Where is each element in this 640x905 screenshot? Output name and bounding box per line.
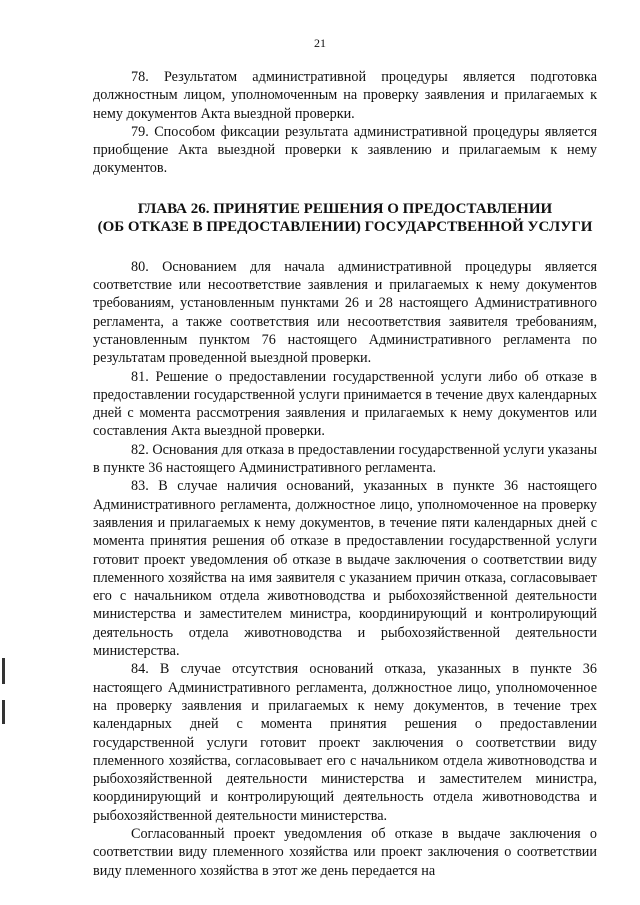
binder-mark: [2, 658, 5, 684]
chapter-title: [93, 200, 597, 236]
paragraph-83: 83. В случае наличия оснований, указанных в пункте 36 настоящего Административного регламента, должностное лицо, уполномоченное на проверку заявления и прилагаемых к нему документов, в течение пяти календарных дней с момента принятия решения об отказе в предоставлении государственной услуги готовит проект уведомления об отказе в выдаче заключения о соответствии виду племенного хозяйства на имя заявителя с указанием причин отказа, согласовывает его с начальником отдела животноводства и рыбохозяйственной деятельности министерства и заместителем министра, координирующий и контролирующий деятельность отдела животноводства и рыбохозяйственной деятельности министерства.: [93, 478, 597, 660]
page-number: 21: [314, 36, 326, 50]
document-body: [93, 68, 597, 880]
paragraph-78: 78. Результатом административной процедуры является подготовка должностным лицом, уполномоченным на проверку заявления и прилагаемых к нему документов Акта выездной проверки.: [93, 69, 597, 122]
chapter-title-line-1: ГЛАВА 26. ПРИНЯТИЕ РЕШЕНИЯ О ПРЕДОСТАВЛЕНИИ: [137, 200, 553, 217]
paragraph-approved-draft: Согласованный проект уведомления об отказе в выдаче заключения о соответствии виду племенного хозяйства или проект заключения о соответствии виду племенного хозяйства в этот же день передается на: [93, 825, 597, 879]
binder-mark: [2, 700, 5, 724]
paragraph-80: 80. Основанием для начала административной процедуры является соответствие или несоответствие заявления и прилагаемых к нему документов требованиям, установленным пунктами 26 и 28 настоящего Административного регламента, а также соответствия или несоответствия заявителя требованиям, установленным пунктом 76 настоящего Административного регламента по результатам проведенной выездной проверки.: [93, 258, 597, 367]
paragraph-81: 81. Решение о предоставлении государственной услуги либо об отказе в предоставлении государственной услуги принимается в течение двух календарных дней с момента рассмотрения заявления и прилагаемых к нему документов или составления Акта выездной проверки.: [93, 368, 597, 440]
chapter-title-line-2: (ОБ ОТКАЗЕ В ПРЕДОСТАВЛЕНИИ) ГОСУДАРСТВЕННОЙ УСЛУГИ: [97, 218, 593, 235]
paragraph-79: 79. Способом фиксации результата административной процедуры является приобщение Акта выездной проверки к заявлению и прилагаемым к нему документов.: [93, 123, 597, 177]
paragraph-82: 82. Основания для отказа в предоставлении государственной услуги указаны в пункте 36 настоящего Административного регламента.: [93, 441, 597, 477]
paragraph-84: 84. В случае отсутствия оснований отказа, указанных в пункте 36 настоящего Административного регламента, должностное лицо, уполномоченное на проверку заявления и прилагаемых к нему документов, в течение трех календарных дней с момента принятия решения о предоставлении государственной услуги готовит проект заключения о соответствии виду племенного хозяйства, согласовывает его с начальником отдела животноводства и рыбохозяйственной деятельности министерства и заместителем министра, координирующий и контролирующий деятельность отдела животноводства и рыбохозяйственной деятельности министерства.: [93, 661, 597, 824]
